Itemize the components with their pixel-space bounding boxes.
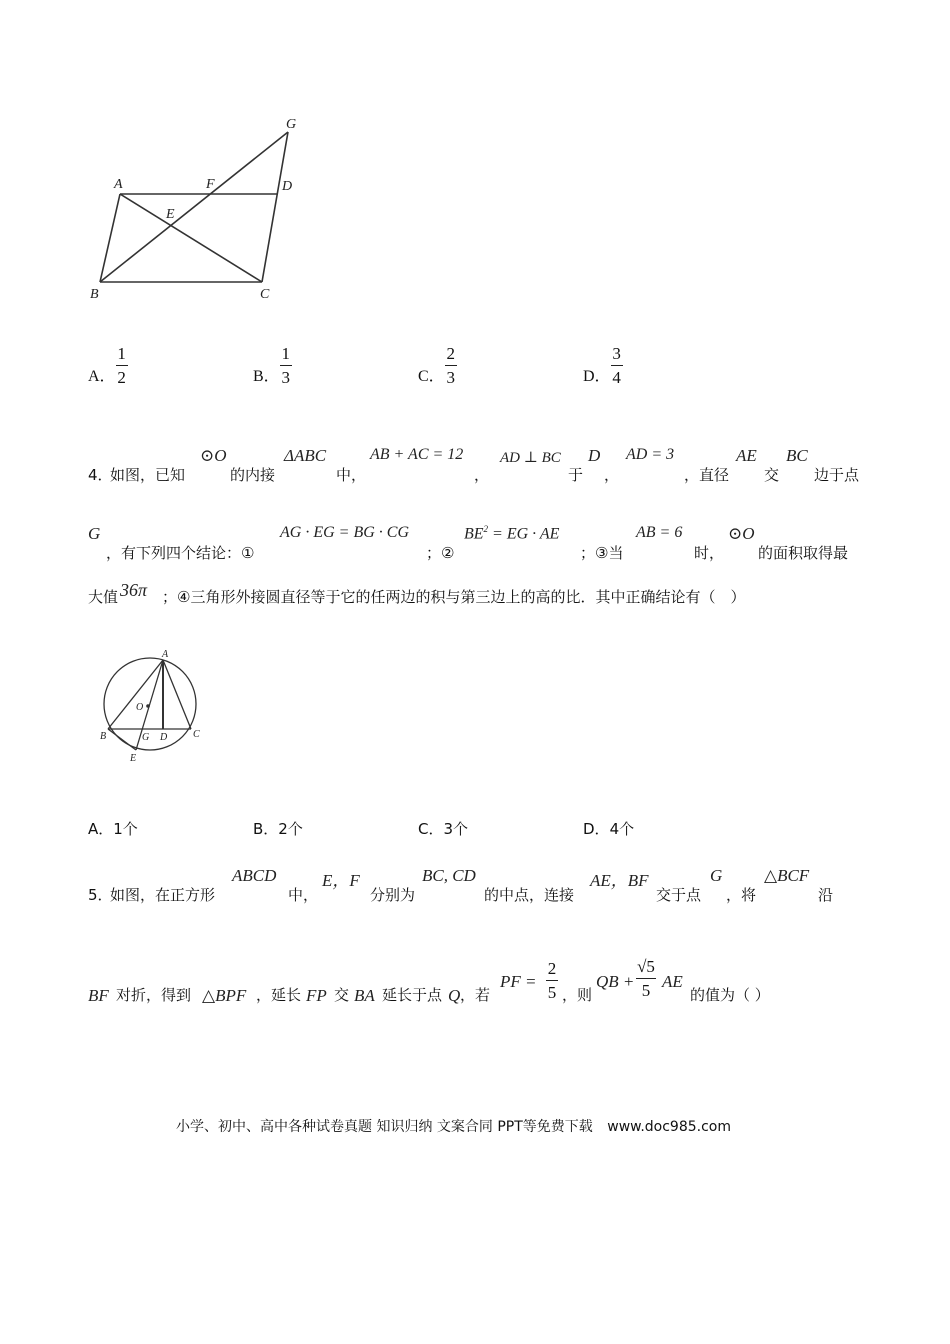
label-B: B — [90, 287, 99, 302]
math-conclusion-1: AG · EG = BG · CG — [280, 524, 410, 541]
q3-option-a[interactable] — [88, 345, 128, 386]
footer — [176, 1116, 731, 1136]
math-conclusion-2: $BE^2$ = EG · AE — [464, 524, 560, 543]
footer-text: 小学、初中、高中各种试卷真题 知识归纳 文案合同 PPT等免费下载 — [176, 1119, 593, 1135]
label-D: D — [160, 732, 168, 743]
figure-circle-triangle — [92, 644, 212, 774]
segment-AB — [108, 660, 163, 729]
q4-option-b[interactable]: B．2个 — [253, 820, 303, 838]
option-letter: D． — [583, 368, 611, 385]
math-pf-eq: PF = — [500, 972, 537, 991]
math-bc-cd: BC, CD — [422, 866, 476, 885]
math-e-f: E，F — [322, 871, 360, 890]
math-circle-o: ⊙O — [200, 446, 227, 465]
q4-line-1: 4． 如图，已知 ⊙O 的内接 ΔABC 中， AB + AC = 12 ， AD ⊥ BC 于 D ， AD = 3 ，直径 AE 交 BC 边于点 — [88, 446, 860, 484]
math-ab-eq-6: AB = 6 — [636, 524, 683, 541]
label-F: F — [206, 177, 215, 192]
parallelogram-diagram — [80, 110, 320, 310]
math-ad-perp-bc: AD ⊥ BC — [500, 450, 561, 466]
fraction: $\frac{2}{3}$ — [446, 344, 455, 387]
option-letter: C． — [418, 368, 445, 385]
footer-link[interactable]: www.doc985.com — [607, 1119, 731, 1135]
q3-option-b[interactable] — [253, 345, 292, 386]
math-triangle-bpf: △BPF — [202, 986, 247, 1005]
segment-BE — [108, 729, 136, 750]
math-ae: AE — [736, 446, 757, 465]
math-circle-o-2: ⊙O — [728, 524, 755, 543]
q4-line-3: 大值 36π ；④三角形外接圆直径等于它的任两边的积与第三边上的高的比．其中正确结论有（ ） — [88, 580, 746, 606]
q4-line-2: G ，有下列四个结论：① AG · EG = BG · CG ；② $BE^2$ = EG · AE ；③当 AB = 6 时， ⊙O 的面积取得最 — [88, 524, 849, 562]
math-d: D — [588, 446, 601, 465]
math-ba: BA — [354, 986, 375, 1005]
fraction: $\frac{1}{2}$ — [117, 344, 126, 387]
segment-AC — [120, 194, 262, 282]
question-number: 4． — [88, 466, 113, 484]
math-g: G — [88, 524, 101, 543]
segment-BG — [100, 132, 288, 282]
math-qb-plus: QB + — [596, 972, 635, 991]
fraction-sqrt5-over-5: √5 5 — [637, 957, 655, 1000]
label-D: D — [282, 179, 293, 194]
math-ae-bf: AE，BF — [590, 871, 649, 890]
label-E: E — [166, 207, 175, 222]
q3-option-d[interactable] — [583, 345, 623, 386]
q3-option-c[interactable] — [418, 345, 457, 386]
math-36pi: 36π — [120, 580, 148, 600]
math-ad-eq-3: AD = 3 — [626, 446, 675, 463]
question-number: 5． — [88, 886, 113, 904]
label-B: B — [100, 731, 107, 742]
math-abcd: ABCD — [232, 866, 277, 885]
fraction: $\frac{3}{4}$ — [612, 344, 621, 387]
option-letter: A． — [88, 368, 116, 385]
label-A: A — [114, 177, 123, 192]
label-G: G — [286, 117, 297, 132]
math-bc: BC — [786, 446, 808, 465]
circle-diagram — [92, 644, 212, 774]
math-g: G — [710, 866, 723, 885]
fraction: $\frac{1}{3}$ — [281, 344, 290, 387]
option-letter: B． — [253, 368, 280, 385]
math-triangle-abc: ΔABC — [284, 446, 327, 465]
math-ae: AE — [662, 972, 683, 991]
math-q: Q — [448, 986, 461, 1005]
label-E: E — [130, 753, 137, 764]
q5-line-2: BF 对折，得到 △BPF ，延长 FP 交 BA 延长于点 Q ，若 PF = 2 5 ，则 QB + √5 5 AE 的值为（ ） — [88, 957, 770, 1005]
label-C: C — [260, 287, 270, 302]
figure-parallelogram — [80, 110, 320, 310]
label-G: G — [142, 732, 150, 743]
segment-AC — [163, 660, 191, 729]
label-A: A — [162, 649, 169, 660]
math-triangle-bcf: △BCF — [764, 866, 810, 885]
fraction-two-fifths: 2 5 — [547, 959, 557, 1002]
math-fp: FP — [306, 986, 327, 1005]
q5-line-1: 5． 如图，在正方形 ABCD 中， E，F 分别为 BC, CD 的中点，连接 AE，BF 交于点 G ，将 △BCF 沿 — [88, 866, 834, 904]
math-bf: BF — [88, 986, 109, 1005]
q4-option-c[interactable]: C．3个 — [418, 820, 469, 838]
q4-option-a[interactable]: A．1个 — [88, 820, 138, 838]
q4-option-d[interactable]: D．4个 — [583, 820, 635, 838]
segment-CG — [262, 132, 288, 282]
center-dot — [146, 704, 150, 708]
label-C: C — [193, 729, 200, 740]
label-O: O — [136, 702, 144, 713]
math-ab-plus-ac: AB + AC = 12 — [370, 446, 464, 463]
